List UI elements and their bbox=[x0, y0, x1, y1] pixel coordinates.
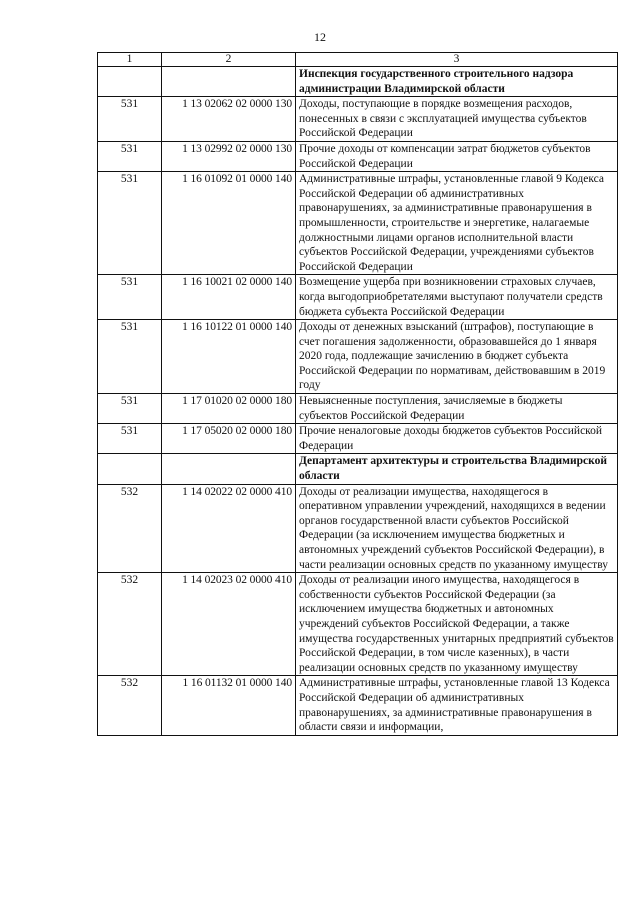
section-empty-cell bbox=[98, 67, 162, 97]
revenue-description-cell: Доходы от денежных взысканий (штрафов), поступающие в счет погашения задолженности, образовавшейся до 1 января 2020 года, подлежащие зачислению в бюджет субъекта Российской Федерации по нормативам, действовавшим в 2019 году bbox=[296, 320, 618, 394]
table-row bbox=[98, 573, 618, 676]
revenue-description-cell: Возмещение ущерба при возникновении страховых случаев, когда выгодоприобретателями выступают получатели средств бюджета субъекта Российской Федерации bbox=[296, 275, 618, 320]
table-header-row bbox=[98, 53, 618, 67]
admin-code-cell: 532 bbox=[98, 676, 162, 735]
header-col-1: 1 bbox=[98, 53, 162, 67]
table-row bbox=[98, 97, 618, 142]
budget-revenue-table bbox=[97, 52, 618, 736]
revenue-description-cell: Доходы, поступающие в порядке возмещения расходов, понесенных в связи с эксплуатацией имущества субъектов Российской Федерации bbox=[296, 97, 618, 142]
revenue-code-cell: 1 13 02062 02 0000 130 bbox=[162, 97, 296, 142]
header-col-3: 3 bbox=[296, 53, 618, 67]
revenue-code-cell: 1 16 01132 01 0000 140 bbox=[162, 676, 296, 735]
section-empty-cell bbox=[162, 454, 296, 484]
revenue-code-cell: 1 16 10021 02 0000 140 bbox=[162, 275, 296, 320]
table-row bbox=[98, 676, 618, 735]
header-col-2: 2 bbox=[162, 53, 296, 67]
table-row bbox=[98, 394, 618, 424]
page-number: 12 bbox=[314, 30, 326, 44]
admin-code-cell: 532 bbox=[98, 484, 162, 573]
revenue-description-cell: Доходы от реализации имущества, находящегося в оперативном управлении учреждений, находящихся в ведении органов государственной власти субъектов Российской Федерации (за исключением имущества бюджетных и автономных учреждений субъектов Российской Федерации), в части реализации основных средств по указанному имуществу bbox=[296, 484, 618, 573]
admin-code-cell: 531 bbox=[98, 275, 162, 320]
revenue-code-cell: 1 13 02992 02 0000 130 bbox=[162, 141, 296, 171]
revenue-code-cell: 1 14 02022 02 0000 410 bbox=[162, 484, 296, 573]
table-row bbox=[98, 172, 618, 275]
admin-code-cell: 531 bbox=[98, 394, 162, 424]
revenue-description-cell: Административные штрафы, установленные главой 13 Кодекса Российской Федерации об административных правонарушениях, за административные правонарушения в области связи и информации, bbox=[296, 676, 618, 735]
revenue-code-cell: 1 14 02023 02 0000 410 bbox=[162, 573, 296, 676]
revenue-description-cell: Доходы от реализации иного имущества, находящегося в собственности субъектов Российской Федерации (за исключением имущества бюджетных и автономных учреждений субъектов Российской Федерации, а также имущества государственных унитарных предприятий субъектов Российской Федерации, в том числе казенных), в части реализации основных средств по указанному имуществу bbox=[296, 573, 618, 676]
section-empty-cell bbox=[98, 454, 162, 484]
table-row bbox=[98, 484, 618, 573]
section-title: Инспекция государственного строительного надзора администрации Владимирской области bbox=[296, 67, 618, 97]
admin-code-cell: 531 bbox=[98, 172, 162, 275]
section-header-row bbox=[98, 67, 618, 97]
admin-code-cell: 532 bbox=[98, 573, 162, 676]
table-row bbox=[98, 275, 618, 320]
revenue-description-cell: Прочие неналоговые доходы бюджетов субъектов Российской Федерации bbox=[296, 424, 618, 454]
revenue-description-cell: Невыясненные поступления, зачисляемые в бюджеты субъектов Российской Федерации bbox=[296, 394, 618, 424]
section-title: Департамент архитектуры и строительства Владимирской области bbox=[296, 454, 618, 484]
admin-code-cell: 531 bbox=[98, 141, 162, 171]
revenue-description-cell: Прочие доходы от компенсации затрат бюджетов субъектов Российской Федерации bbox=[296, 141, 618, 171]
revenue-code-cell: 1 16 10122 01 0000 140 bbox=[162, 320, 296, 394]
table-row bbox=[98, 141, 618, 171]
admin-code-cell: 531 bbox=[98, 97, 162, 142]
revenue-code-cell: 1 17 05020 02 0000 180 bbox=[162, 424, 296, 454]
table-row bbox=[98, 320, 618, 394]
revenue-description-cell: Административные штрафы, установленные главой 9 Кодекса Российской Федерации об административных правонарушениях, за административные правонарушения в промышленности, строительстве и энергетике, налагаемые должностными лицами органов исполнительной власти субъектов Российской Федерации, учреждениями субъектов Российской Федерации bbox=[296, 172, 618, 275]
admin-code-cell: 531 bbox=[98, 320, 162, 394]
admin-code-cell: 531 bbox=[98, 424, 162, 454]
revenue-code-cell: 1 16 01092 01 0000 140 bbox=[162, 172, 296, 275]
table-row bbox=[98, 424, 618, 454]
section-header-row bbox=[98, 454, 618, 484]
section-empty-cell bbox=[162, 67, 296, 97]
revenue-code-cell: 1 17 01020 02 0000 180 bbox=[162, 394, 296, 424]
